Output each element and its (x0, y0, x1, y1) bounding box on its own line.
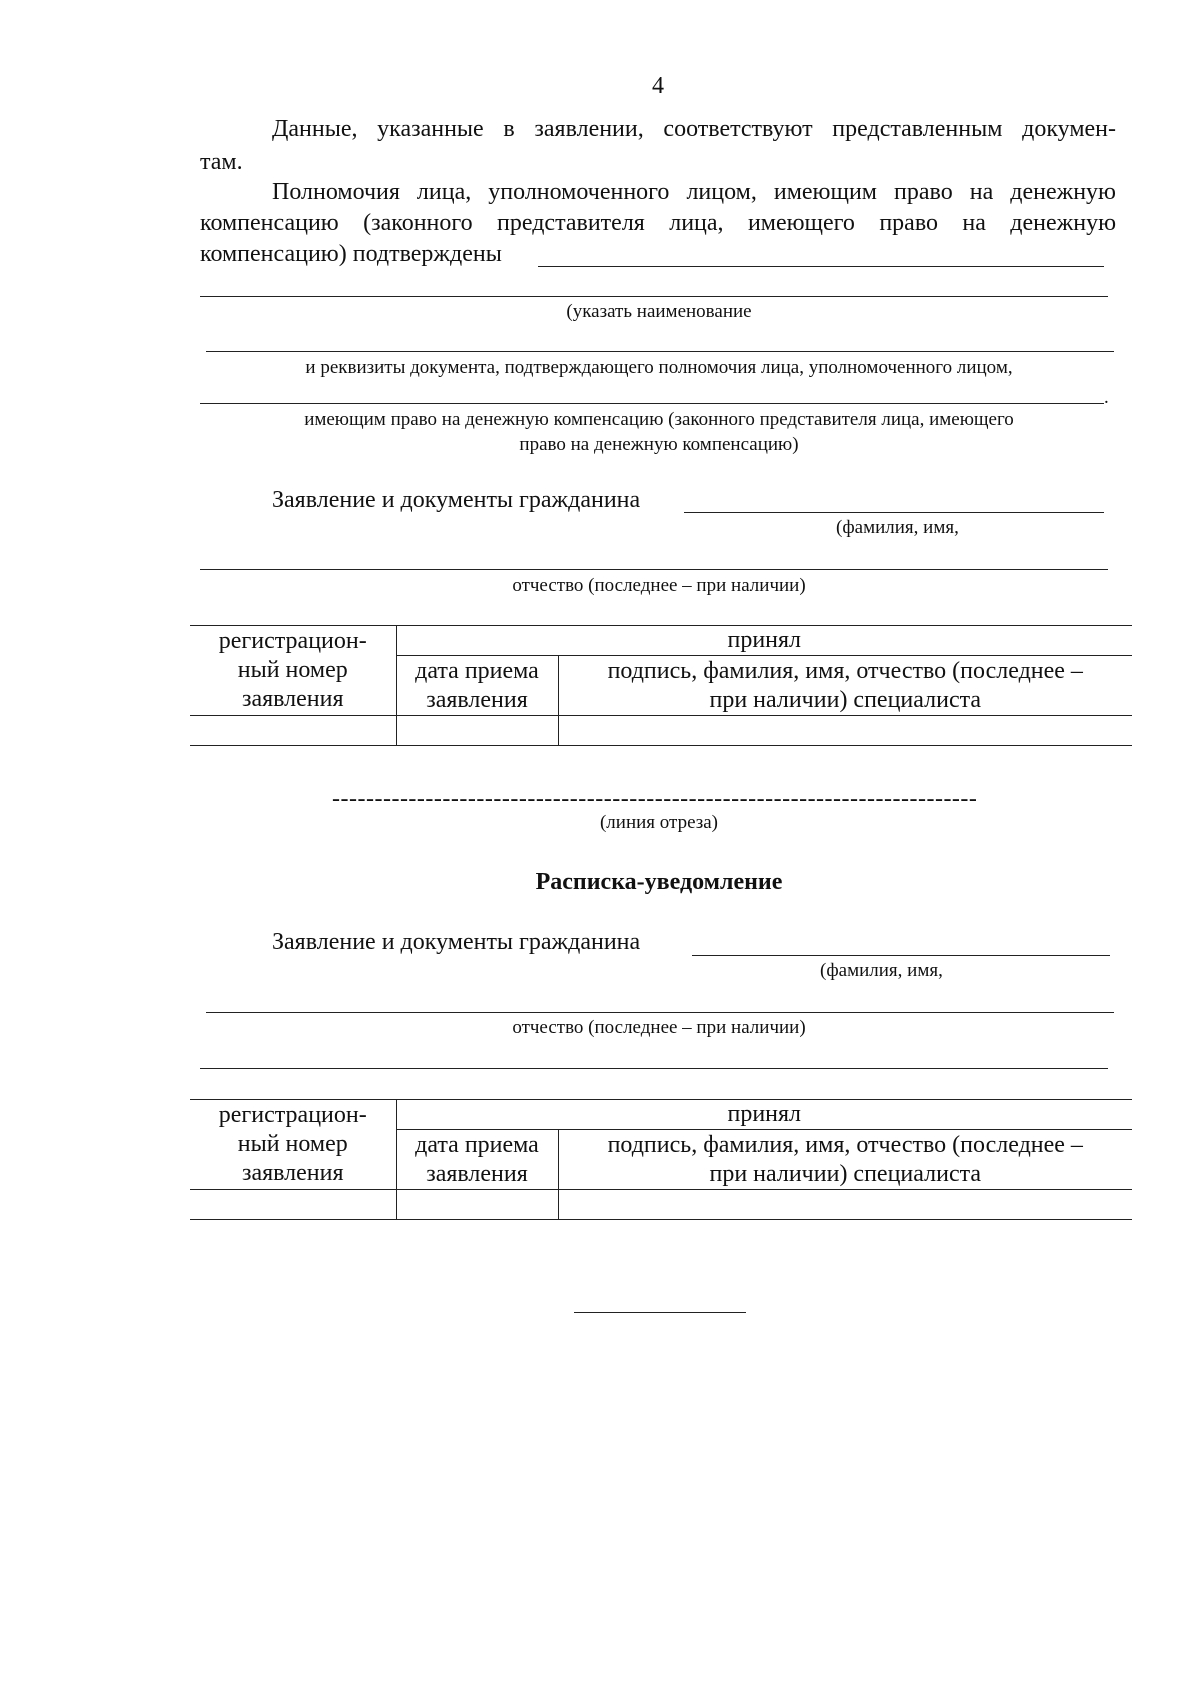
receipt-patronymic-hint: отчество (последнее – при наличии) (512, 1017, 806, 1038)
authority-fill-line-3 (206, 351, 1114, 352)
receipt-column-reg-number-line3: заявления (241, 1160, 344, 1186)
receipt-extra-line[interactable] (200, 1068, 1108, 1069)
authority-fill-line-4 (200, 403, 1104, 404)
column-date (396, 656, 558, 716)
applicant-patronymic-line[interactable] (200, 569, 1108, 570)
receipt-column-signature-line2: при наличии) специалиста (709, 1160, 982, 1187)
receipt-name-hint: (фамилия, имя, (820, 960, 943, 981)
authority-fill-line-1 (538, 266, 1104, 267)
receipt-cell-reg-number[interactable] (190, 1190, 396, 1220)
receipt-column-signature (558, 1130, 1132, 1190)
receipt-label: Заявление и документы гражданина (272, 929, 641, 955)
column-reg-number-line3: заявления (241, 686, 344, 712)
column-date-line2: заявления (426, 686, 528, 713)
cell-date[interactable] (396, 716, 558, 746)
column-signature (558, 656, 1132, 716)
hint-doc-name: (указать наименование (566, 301, 752, 322)
column-signature-line2: при наличии) специалиста (709, 686, 982, 713)
cell-signature[interactable] (558, 716, 1132, 746)
receipt-title: Расписка-уведомление (535, 869, 783, 895)
receipt-column-date (396, 1130, 558, 1190)
receipt-column-signature-line1: подпись, фамилия, имя, отчество (последнее – (607, 1131, 1083, 1158)
receipt-column-date-line2: заявления (426, 1160, 528, 1187)
receipt-cell-date[interactable] (396, 1190, 558, 1220)
receipt-column-reg-number-line1: регистрацион- (218, 1102, 367, 1128)
receipt-column-reg-number-line2: ный номер (237, 1131, 348, 1157)
registration-table (190, 625, 1132, 746)
receipt-column-date-line1: дата приема (415, 1131, 539, 1158)
paragraph-authority-line2: компенсацию (законного представителя лица, имеющего право на денежную (200, 210, 1116, 236)
receipt-column-accepted: принял (396, 1100, 1132, 1130)
receipt-registration-table (190, 1099, 1132, 1220)
page-number: 4 (652, 73, 664, 99)
paragraph-data-match-line2: там. (200, 149, 243, 175)
column-accepted: принял (396, 626, 1132, 656)
hint-doc-requisites: и реквизиты документа, подтверждающего полномочия лица, уполномоченного лицом, (305, 357, 1013, 378)
applicant-name-hint: (фамилия, имя, (836, 517, 959, 538)
receipt-column-reg-number (190, 1100, 396, 1190)
hint-doc-tail-1: имеющим право на денежную компенсацию (законного представителя лица, имеющего (304, 409, 1014, 430)
cut-line-label: (линия отреза) (599, 812, 719, 833)
paragraph-data-match-line1: Данные, указанные в заявлении, соответствуют представленным докумен- (272, 116, 1116, 142)
column-reg-number (190, 626, 396, 716)
column-date-line1: дата приема (415, 657, 539, 684)
authority-fill-line-2 (200, 296, 1108, 297)
cut-line: ---------------------------------------------------------------------------- (332, 786, 978, 812)
hint-dot: . (1104, 387, 1109, 408)
applicant-patronymic-hint: отчество (последнее – при наличии) (512, 575, 806, 596)
cell-reg-number[interactable] (190, 716, 396, 746)
applicant-label: Заявление и документы гражданина (272, 487, 641, 513)
paragraph-authority-line1: Полномочия лица, уполномоченного лицом, имеющим право на денежную (272, 179, 1116, 205)
receipt-cell-signature[interactable] (558, 1190, 1132, 1220)
column-reg-number-line2: ный номер (237, 657, 348, 683)
column-reg-number-line1: регистрацион- (218, 628, 367, 654)
applicant-name-line[interactable] (684, 512, 1104, 513)
receipt-name-line[interactable] (692, 955, 1110, 956)
receipt-patronymic-line[interactable] (206, 1012, 1114, 1013)
end-rule (574, 1312, 746, 1313)
hint-doc-tail-2: право на денежную компенсацию) (519, 434, 799, 455)
paragraph-authority-line3: компенсацию) подтверждены (200, 241, 502, 267)
column-signature-line1: подпись, фамилия, имя, отчество (последнее – (607, 657, 1083, 684)
